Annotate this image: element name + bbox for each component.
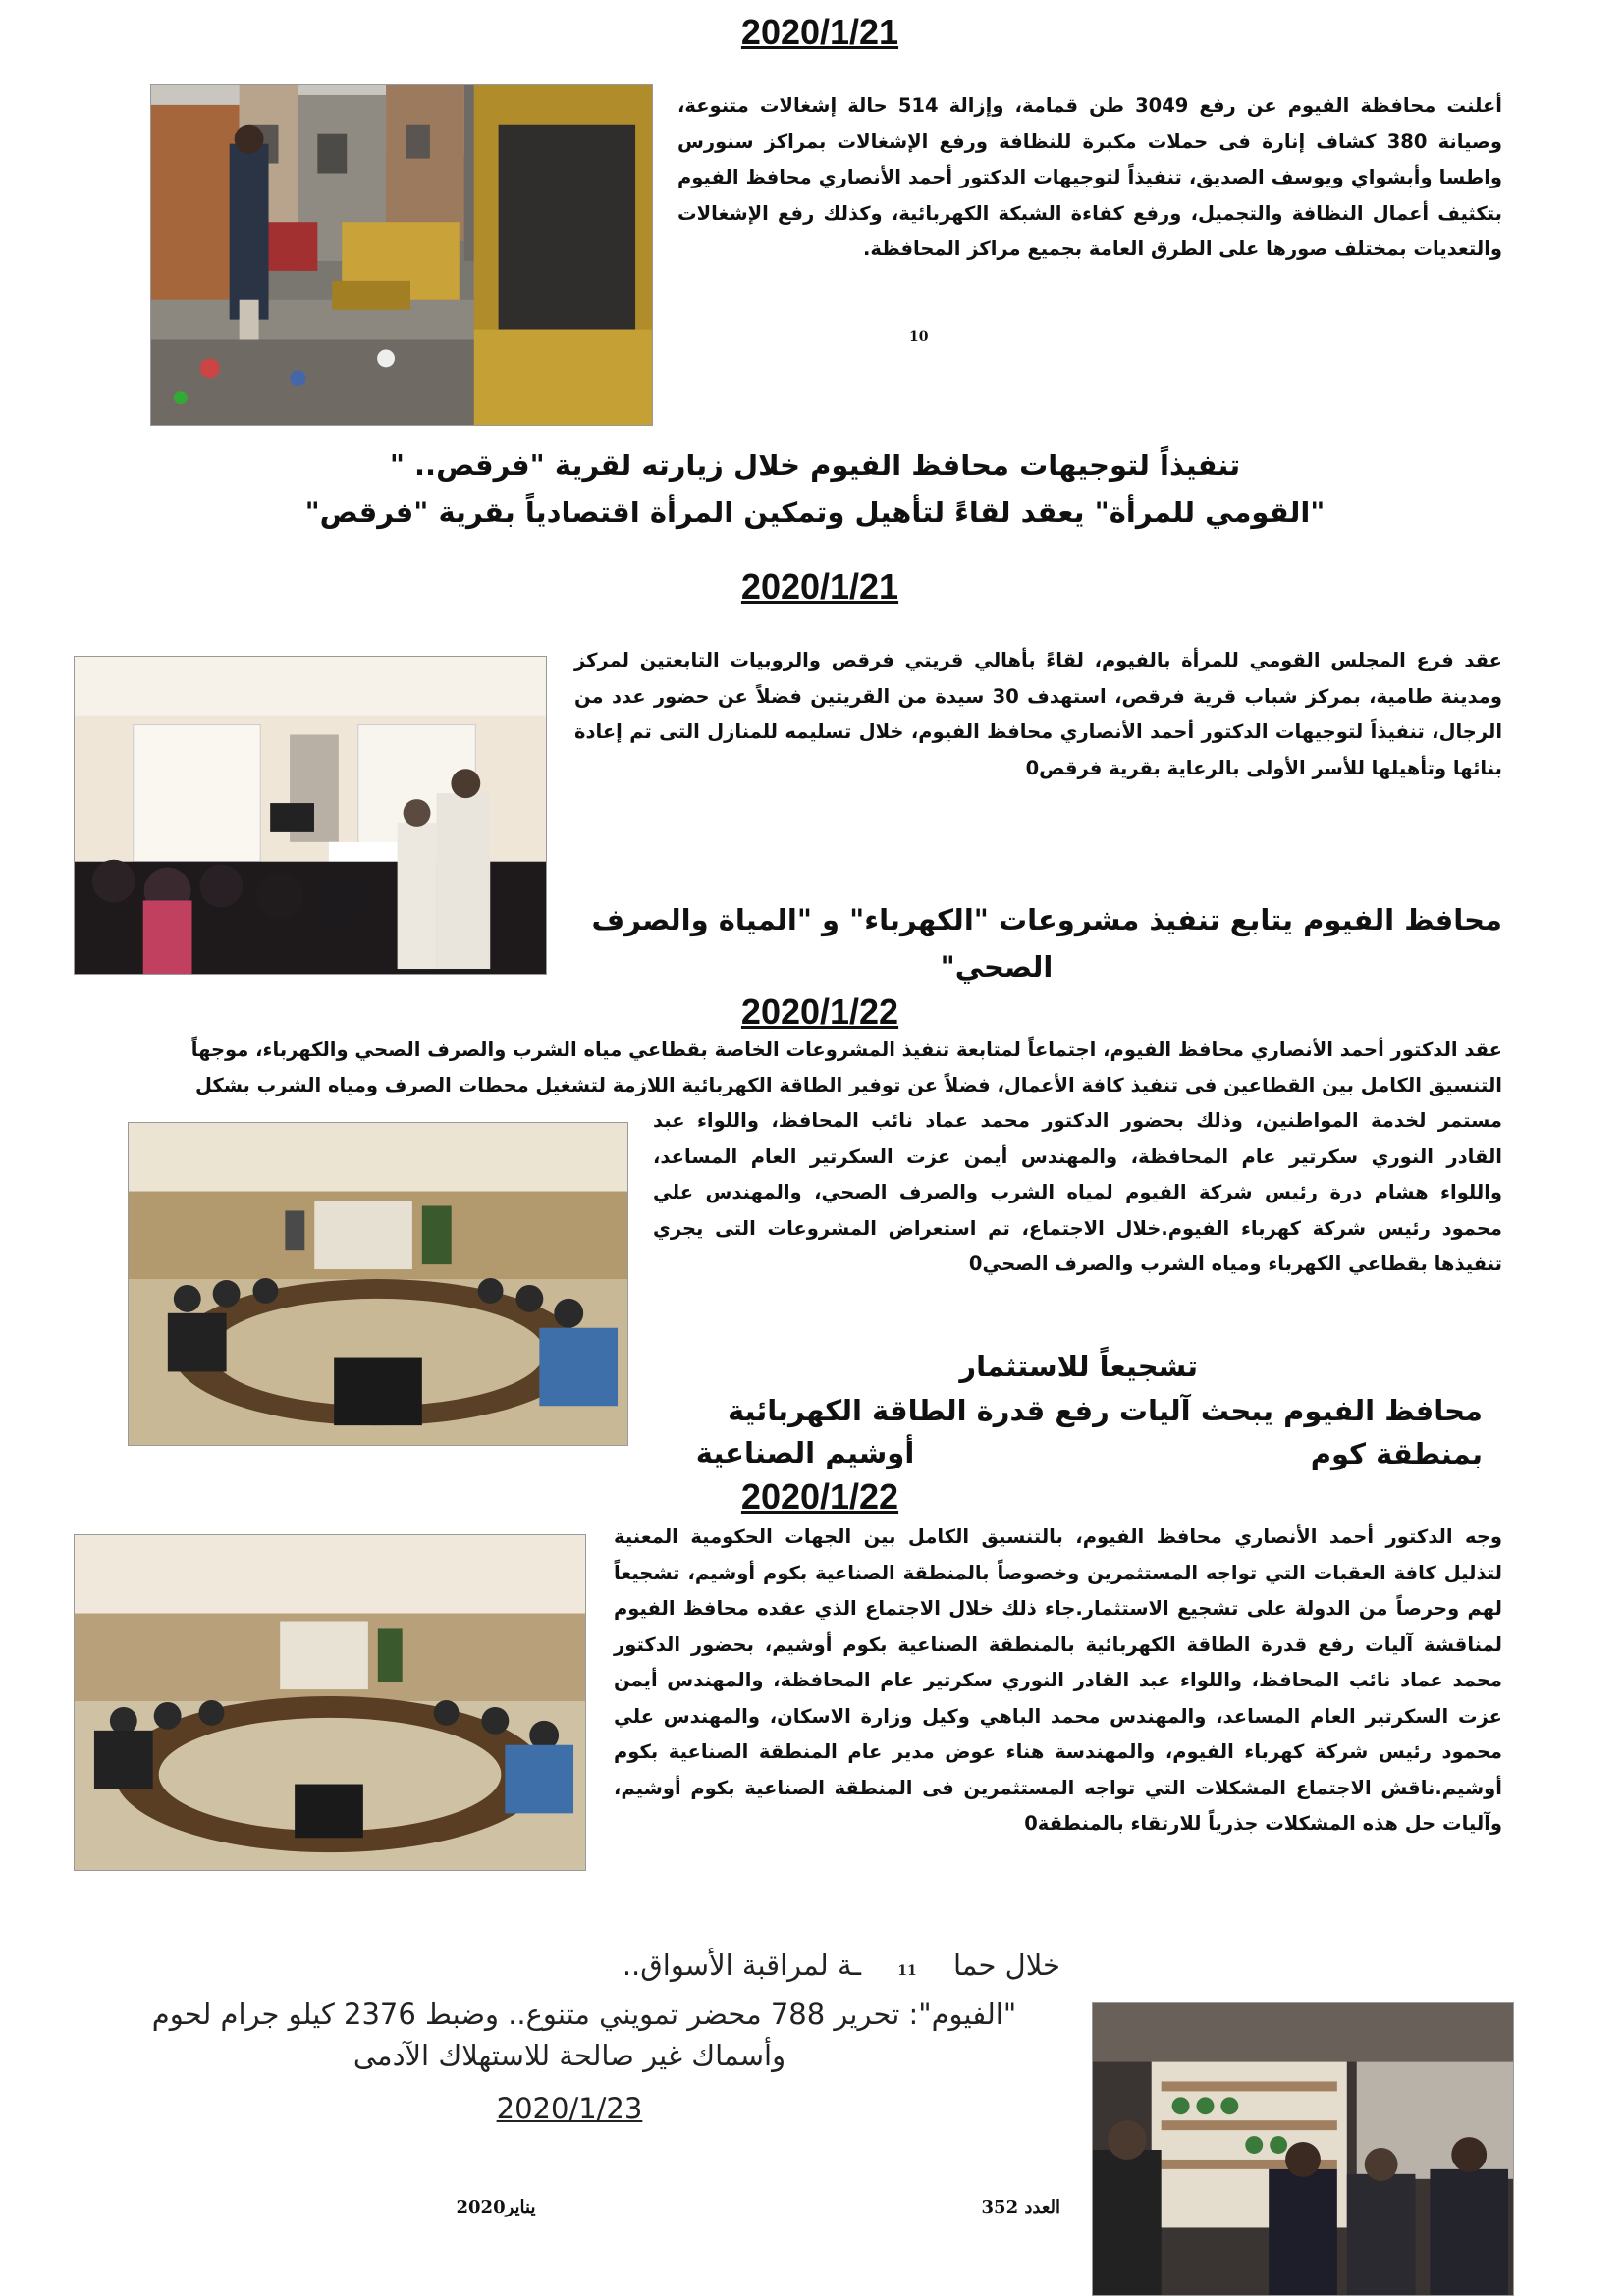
section4-paragraph: وجه الدكتور أحمد الأنصاري محافظ الفيوم، بالتنسيق الكامل بين الجهات الحكومية المعنية لتذليل كافة العقبات التي تواجه المستثمرين وخصوصاً بالمنطقة الصناعية بكوم أوشيم، تشجيعاً لهم وحرصاً من الدولة على تشجيع الاستثمار.جاء ذلك خلال الاجتماع الذي عقده محافظ الفيوم لمناقشة آليات رفع قدرة الطاقة الكهربائية بالمنطقة الصناعية بكوم أوشيم، بحضور الدكتور محمد عماد نائب المحافظ، واللواء عبد القادر النوري سكرتير عام المحافظة، والمهندس أيمن عزت السكرتير العام المساعد، والمهندس محمد الباهي وكيل وزارة الاسكان، والمهندس علي محمود رئيس شركة كهرباء الفيوم، والمهندسة هناء عوض مدير عام المنطقة الصناعية بكوم أوشيم.ناقش الاجتماع المشكلات التي تواجه المستثمرين فى المنطقة الصناعية بكوم أوشيم، وآليات حل هذه المشكلات جذرياً للارتقاء بالمنطقة0 bbox=[614, 1525, 1502, 1835]
section3-paragraph-line1: عقد الدكتور أحمد الأنصاري محافظ الفيوم، اجتماعاً لمتابعة تنفيذ المشروعات الخاصة بقطاعي مياه الشرب والصرف الصحي والكهرباء، موجهاً bbox=[190, 1039, 1502, 1061]
section1-paragraph: أعلنت محافظة الفيوم عن رفع 3049 طن قمامة، وإزالة 514 حالة إشغالات متنوعة، وصيانة 380 كشاف إنارة فى حملات مكبرة للنظافة ورفع الإشغالات بمراكز سنورس واطسا وأبشواي ويوسف الصديق، تنفيذاً لتوجيهات الدكتور أحمد الأنصاري محافظ الفيوم بتكثيف أعمال النظافة والتجميل، ورفع كفاءة الشبكة الكهربائية، وكذلك رفع الإشغالات والتعديات بمختلف صورها على الطرق العامة بجميع مراكز المحافظة. bbox=[677, 94, 1502, 260]
section5-date: 2020/1/23 bbox=[496, 2092, 643, 2125]
section2-date: 2020/1/21 bbox=[740, 566, 899, 607]
section5-line1 bbox=[569, 1946, 1060, 1991]
section3-heading-line1: محافظ الفيوم يتابع تنفيذ مشروعات "الكهرباء" و "المياة والصرف bbox=[591, 903, 1502, 936]
page-number-11: 11 bbox=[897, 1963, 917, 1979]
section2-paragraph: عقد فرع المجلس القومي للمرأة بالفيوم، لقاءً بأهالي قريتي فرقص والروبيات التابعتين لمركز ومدينة طامية، بمركز شباب قرية فرقص، استهدف 30 سيدة من القريتين فضلاً عن حضور عدد من الرجال، تنفيذاً لتوجيهات الدكتور أحمد الأنصاري محافظ الفيوم، خلال تسليمه للمنازل التى تم إعادة بنائها وتأهيلها للأسر الأولى بالرعاية بقرية فرقص0 bbox=[574, 649, 1502, 779]
section3-paragraph: مستمر لخدمة المواطنين، وذلك بحضور الدكتور محمد عماد نائب المحافظ، واللواء عبد القادر النوري سكرتير عام المحافظة، والمهندس أيمن عزت السكرتير العام المساعد، واللواء هشام درة رئيس شركة الفيوم لمياه الشرب والصرف الصحي، والمهندس علي محمود رئيس شركة كهرباء الفيوم.خلال الاجتماع، تم استعراض المشروعات التى يجري تنفيذها بقطاعي الكهرباء ومياه الشرب والصرف الصحي0 bbox=[653, 1109, 1502, 1275]
investment-meeting-photo bbox=[74, 1534, 586, 1871]
water-electricity-meeting-photo bbox=[128, 1122, 628, 1446]
section2-heading-line2: "القومي للمرأة" يعقد لقاءً لتأهيل وتمكين المرأة اقتصادياً بقرية "فرقص" bbox=[304, 496, 1326, 529]
section5-line1-part-b: ـة لمراقبة الأسواق.. bbox=[622, 1949, 862, 1982]
section3-heading-line2: الصحي" bbox=[940, 950, 1054, 984]
section5-line1-part-a: خلال حما bbox=[952, 1949, 1060, 1982]
market-inspection-photo bbox=[1092, 2002, 1514, 2296]
section4-heading-line2: محافظ الفيوم يبحث آليات رفع قدرة الطاقة الكهربائية بمنطقة كوم bbox=[727, 1394, 1483, 1470]
section2-heading-line1: تنفيذاً لتوجيهات محافظ الفيوم خلال زيارته لقرية "فرقص.. " bbox=[389, 449, 1241, 482]
footer-issue-number: العدد 352 bbox=[981, 2197, 1060, 2217]
footer-month: يناير2020 bbox=[456, 2197, 536, 2217]
section4-heading-line1: تشجيعاً للاستثمار bbox=[959, 1350, 1198, 1383]
street-cleaning-photo bbox=[150, 84, 653, 426]
women-council-meeting-photo bbox=[74, 656, 547, 975]
section4-heading-line3: أوشيم الصناعية bbox=[695, 1436, 915, 1469]
section5-line2: "الفيوم": تحرير 788 محضر تمويني متنوع.. وضبط 2376 كيلو جرام لحوم bbox=[151, 1998, 1017, 2031]
section4-date: 2020/1/22 bbox=[740, 1476, 899, 1517]
section1-date: 2020/1/21 bbox=[740, 12, 899, 52]
section3-date: 2020/1/22 bbox=[740, 991, 899, 1032]
page-number-10: 10 bbox=[909, 329, 929, 345]
section5-line3: وأسماك غير صالحة للاستهلاك الآدمى bbox=[352, 2039, 786, 2072]
section3-paragraph-line2: التنسيق الكامل بين القطاعين فى تنفيذ كافة الأعمال، فضلاً عن توفير الطاقة الكهربائية اللازمة لتشغيل محطات الصرف ومياه الشرب بشكل bbox=[194, 1074, 1502, 1096]
